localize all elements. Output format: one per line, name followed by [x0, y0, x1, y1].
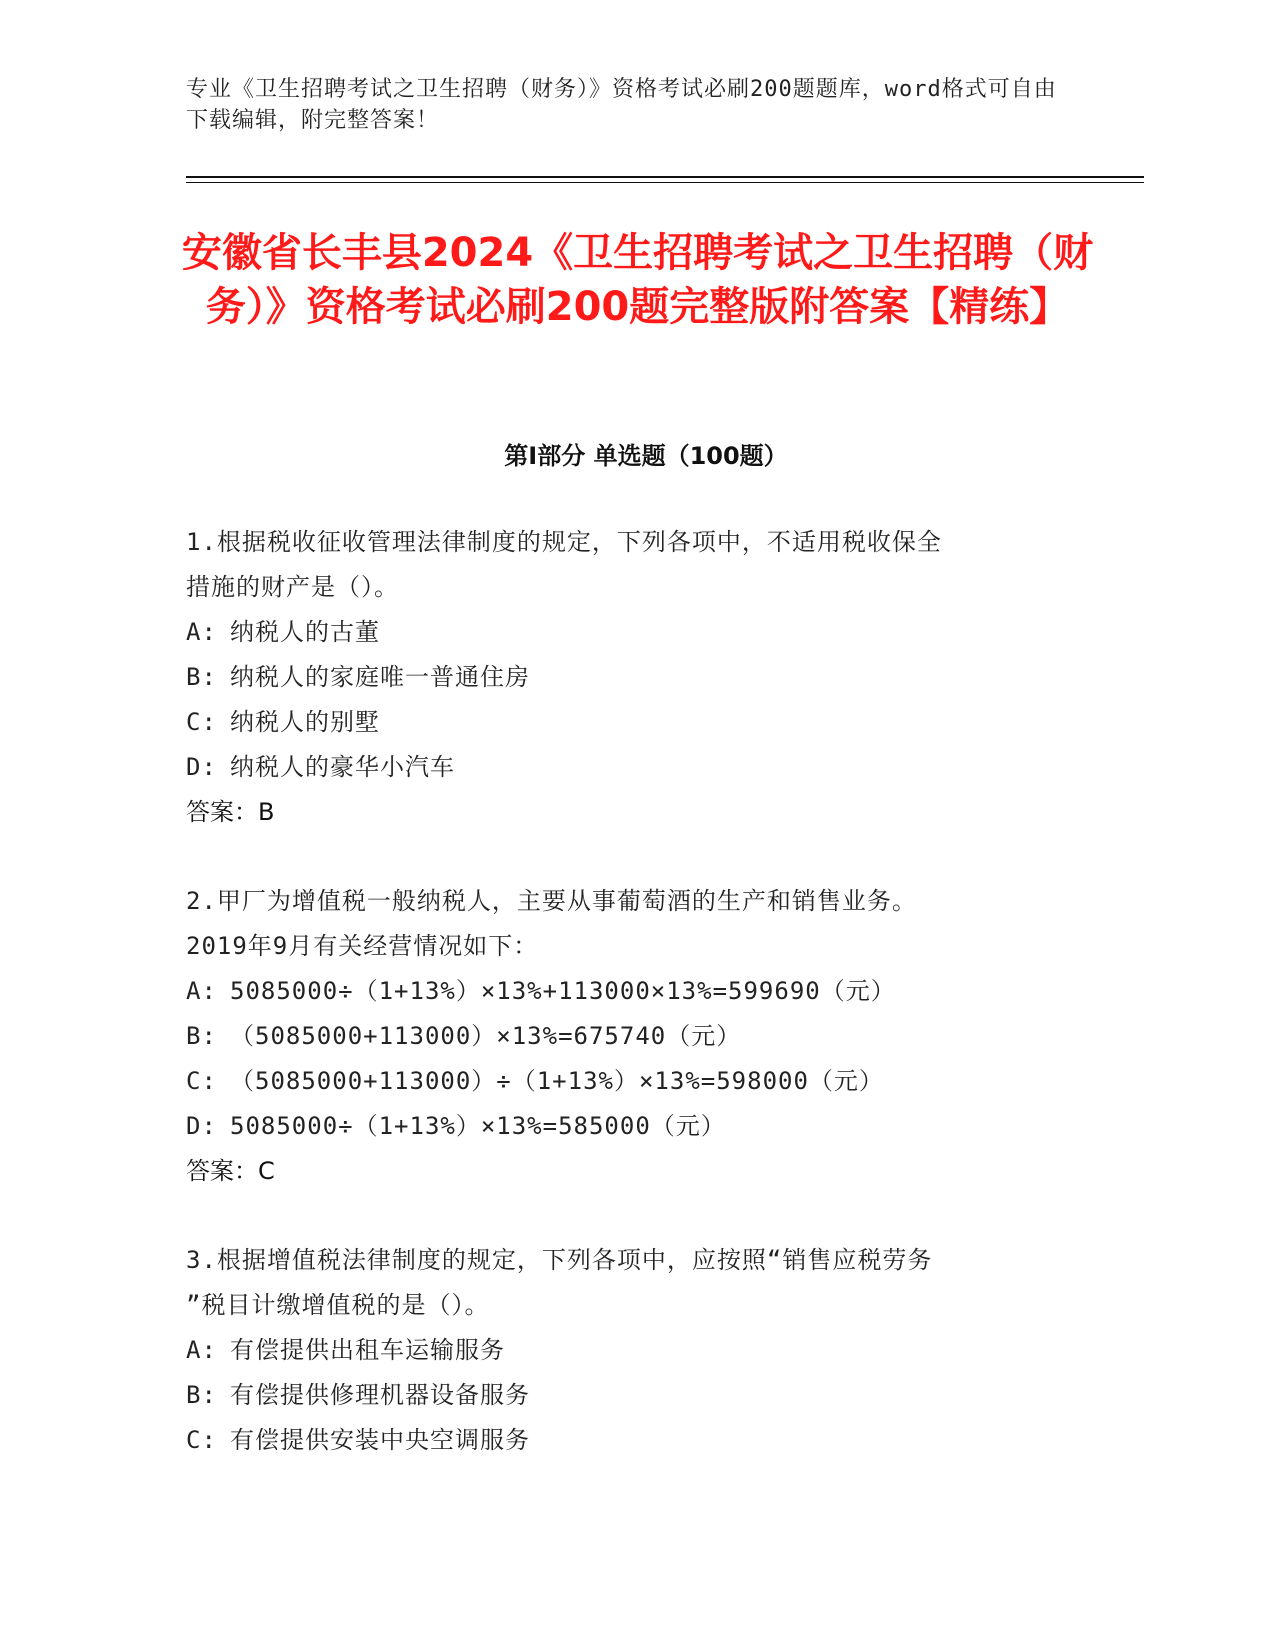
option-d — [186, 1104, 1066, 1149]
option-b — [186, 1014, 1066, 1059]
option-letter: C: — [186, 708, 217, 736]
option-text: 有偿提供出租车运输服务 — [230, 1336, 505, 1364]
header-rule-thick — [186, 176, 1144, 178]
option-c — [186, 1418, 1066, 1463]
option-d — [186, 745, 1066, 790]
option-text: （5085000+113000）÷（1+13%）×13%=598000（元） — [230, 1067, 884, 1095]
option-letter: C: — [186, 1426, 217, 1454]
option-c — [186, 700, 1066, 745]
option-text: 有偿提供修理机器设备服务 — [230, 1381, 530, 1409]
question-3 — [186, 1238, 1066, 1463]
option-text: （5085000+113000）×13%=675740（元） — [230, 1022, 742, 1050]
option-letter: B: — [186, 1381, 217, 1409]
option-b — [186, 655, 1066, 700]
option-text: 纳税人的古董 — [230, 618, 380, 646]
option-letter: B: — [186, 1022, 217, 1050]
question-stem-continued: 2019年9月有关经营情况如下： — [186, 932, 539, 960]
question-1 — [186, 520, 1066, 835]
option-a — [186, 610, 1066, 655]
option-letter: C: — [186, 1067, 217, 1095]
answer-line: 答案：B — [186, 798, 275, 826]
question-stem: 2.甲厂为增值税一般纳税人，主要从事葡萄酒的生产和销售业务。 — [186, 887, 917, 915]
question-stem-continued: 措施的财产是（）。 — [186, 573, 399, 601]
question-stem: 3.根据增值税法律制度的规定，下列各项中，应按照“销售应税劳务 — [186, 1246, 933, 1274]
option-text: 纳税人的家庭唯一普通住房 — [230, 663, 530, 691]
section-title: 第Ⅰ部分 单选题（100题） — [504, 442, 788, 470]
question-stem: 1.根据税收征收管理法律制度的规定，下列各项中，不适用税收保全 — [186, 528, 942, 556]
option-letter: D: — [186, 1112, 217, 1140]
option-text: 纳税人的别墅 — [230, 708, 380, 736]
document-title: 安徽省长丰县2024《卫生招聘考试之卫生招聘（财务）》资格考试必刷200题完整版附答案【精练】 — [181, 230, 1094, 330]
answer-line: 答案：C — [186, 1157, 275, 1185]
option-a — [186, 1328, 1066, 1373]
option-text: 纳税人的豪华小汽车 — [230, 753, 455, 781]
option-c — [186, 1059, 1066, 1104]
option-letter: A: — [186, 977, 217, 1005]
option-letter: D: — [186, 753, 217, 781]
option-letter: A: — [186, 1336, 217, 1364]
question-list — [186, 520, 1066, 1507]
option-text: 有偿提供安装中央空调服务 — [230, 1426, 530, 1454]
option-text: 5085000÷（1+13%）×13%+113000×13%=599690（元） — [230, 977, 896, 1005]
question-stem-continued: ”税目计缴增值税的是（）。 — [186, 1291, 490, 1319]
header-rule-thin — [186, 182, 1144, 183]
question-2 — [186, 879, 1066, 1194]
option-text: 5085000÷（1+13%）×13%=585000（元） — [230, 1112, 726, 1140]
option-letter: B: — [186, 663, 217, 691]
option-b — [186, 1373, 1066, 1418]
header-note: 专业《卫生招聘考试之卫生招聘（财务）》资格考试必刷200题题库，word格式可自由下载编辑，附完整答案！ — [186, 77, 1057, 133]
option-letter: A: — [186, 618, 217, 646]
option-a — [186, 969, 1066, 1014]
